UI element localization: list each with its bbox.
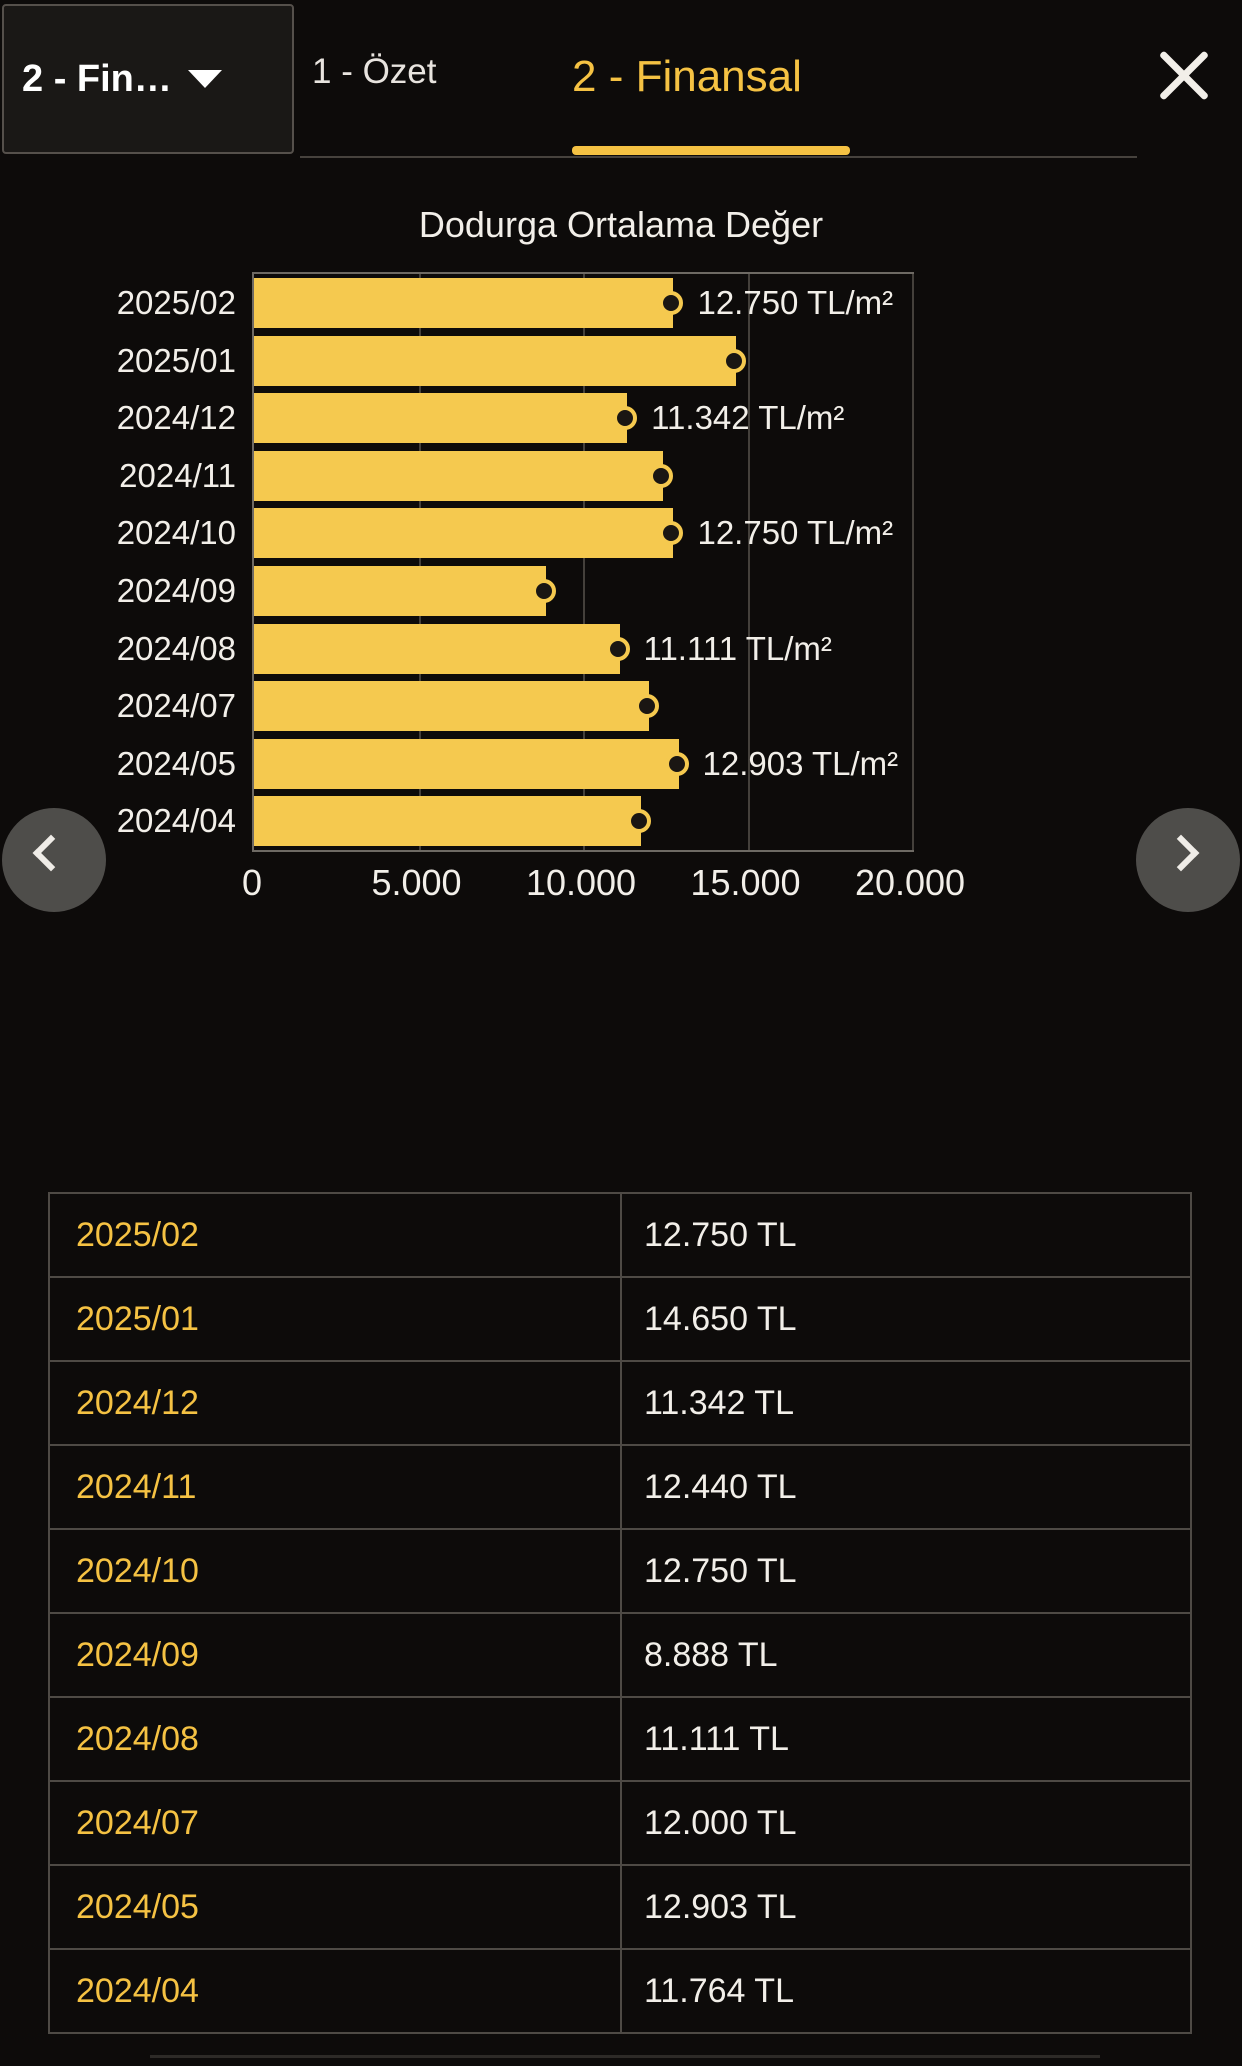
chart-category-label: 2024/08 [116, 629, 236, 667]
chart-bar[interactable] [254, 451, 663, 501]
table-cell-period: 2024/07 [50, 1782, 622, 1864]
table-cell-value: 11.111 TL [644, 1719, 789, 1758]
chart-bar[interactable] [254, 624, 620, 674]
chart-bar-marker[interactable] [613, 406, 637, 430]
chart-bar-marker[interactable] [627, 809, 651, 833]
table-cell-value: 11.764 TL [644, 1971, 794, 2010]
chart-x-tick: 5.000 [371, 862, 462, 903]
chevron-down-icon [188, 70, 222, 88]
chart-category-label: 2024/11 [119, 456, 236, 494]
close-icon[interactable] [1148, 38, 1220, 110]
table-cell-value: 12.903 TL [644, 1887, 797, 1926]
chart-title: Dodurga Ortalama Değer [418, 204, 824, 245]
table-row[interactable] [50, 1782, 1190, 1866]
table-row[interactable] [50, 1278, 1190, 1362]
chart-bar[interactable] [254, 796, 641, 846]
table-row[interactable] [50, 1866, 1190, 1950]
chart-category-label: 2024/09 [116, 572, 236, 609]
chart-bar[interactable] [254, 393, 627, 443]
chevron-right-icon[interactable] [1136, 808, 1240, 912]
table-cell-value: 12.750 TL [644, 1215, 797, 1254]
chart-value-label: 12.903 TL/m² [702, 744, 899, 782]
chart-bar[interactable] [254, 278, 673, 328]
table-row[interactable] [50, 1194, 1190, 1278]
chart-bar-marker[interactable] [532, 579, 556, 603]
table-cell-period: 2024/11 [50, 1446, 622, 1528]
chart-value-label: 11.111 TL/m² [643, 629, 832, 667]
tab-finansal[interactable]: 2 - Finansal [572, 52, 802, 101]
chart-bar-row[interactable] [254, 562, 912, 620]
table-cell-period: 2025/01 [50, 1278, 622, 1360]
chart-bar-marker[interactable] [649, 464, 673, 488]
chart-value-label: 12.750 TL/m² [697, 284, 894, 321]
table-row[interactable] [50, 1446, 1190, 1530]
chart-value-label: 12.750 TL/m² [697, 514, 894, 552]
chart-bar-row[interactable] [254, 677, 912, 735]
table-row[interactable] [50, 1530, 1190, 1614]
chart-x-tick: 10.000 [525, 862, 637, 903]
chart-category-label: 2024/05 [116, 744, 236, 782]
chart-category-label: 2025/02 [116, 284, 236, 321]
page-selector-dropdown[interactable] [2, 4, 294, 154]
chart-category-label: 2024/12 [116, 399, 236, 437]
chart-bar-row[interactable] [254, 332, 912, 390]
table-cell-value: 12.440 TL [644, 1467, 797, 1506]
table-cell-period: 2024/10 [50, 1530, 622, 1612]
chart-bar-row[interactable] [254, 447, 912, 505]
chart-bar[interactable] [254, 739, 679, 789]
chart-value-label: 11.342 TL/m² [651, 399, 845, 437]
table-cell-value: 12.750 TL [644, 1551, 797, 1590]
tab-bar-underline [300, 156, 1137, 158]
table-cell-value: 12.000 TL [644, 1803, 797, 1842]
table-row[interactable] [50, 1698, 1190, 1782]
table-cell-value: 8.888 TL [644, 1635, 778, 1674]
table-row[interactable] [50, 1950, 1190, 2034]
chevron-left-icon[interactable] [2, 808, 106, 912]
chart-bar[interactable] [254, 681, 649, 731]
chart-category-label: 2024/07 [116, 687, 236, 725]
table-cell-period: 2024/04 [50, 1950, 622, 2032]
chart-bar-row[interactable] [254, 792, 912, 850]
table-row[interactable] [50, 1362, 1190, 1446]
chart-area [0, 272, 1242, 952]
chart-bar[interactable] [254, 566, 546, 616]
chart-bar[interactable] [254, 336, 736, 386]
tab-bar [300, 0, 1242, 158]
chart-x-tick: 15.000 [690, 862, 801, 903]
tab-ozet[interactable]: 1 - Özet [312, 52, 437, 91]
table-cell-period: 2025/02 [50, 1194, 622, 1276]
chart-category-label: 2025/01 [116, 341, 236, 379]
bottom-divider [150, 2055, 1100, 2058]
table-cell-period: 2024/05 [50, 1866, 622, 1948]
table-cell-value: 11.342 TL [644, 1383, 794, 1422]
chart-bar-marker[interactable] [659, 521, 683, 545]
chart-x-tick: 0 [241, 862, 263, 903]
table-cell-period: 2024/09 [50, 1614, 622, 1696]
table-cell-period: 2024/08 [50, 1698, 622, 1780]
table-cell-period: 2024/12 [50, 1362, 622, 1444]
chart-bar[interactable] [254, 508, 673, 558]
table-cell-value: 14.650 TL [644, 1299, 797, 1338]
chart-bar-marker[interactable] [665, 752, 689, 776]
chart-category-label: 2024/04 [116, 802, 236, 840]
chart-x-axis [241, 862, 966, 922]
tab-finansal-indicator [572, 146, 850, 155]
chart-bar-marker[interactable] [722, 349, 746, 373]
values-table [48, 1192, 1192, 2034]
chart-gridline [912, 274, 914, 850]
page-selector-label: 2 - Fin… [22, 57, 172, 100]
chart-category-label: 2024/10 [116, 514, 236, 552]
chart-bar-marker[interactable] [606, 637, 630, 661]
chart-x-tick: 20.000 [854, 862, 966, 903]
table-row[interactable] [50, 1614, 1190, 1698]
chart-bar-marker[interactable] [635, 694, 659, 718]
chart-bar-marker[interactable] [659, 291, 683, 315]
top-bar [0, 0, 1242, 158]
